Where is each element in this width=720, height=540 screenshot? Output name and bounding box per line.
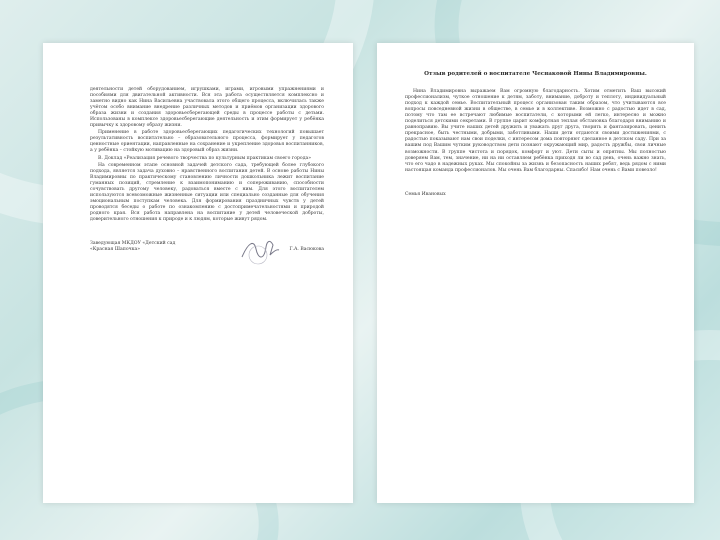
document-page-right [377,43,694,503]
org-line: Заведующая МКДОУ «Детский сад [90,241,176,247]
paragraph: Нина Владимировна выражаем Вам огромную благодарность. Хотим отметить Ваш высокий профессионализм, чуткое отношение к детям, заботу, внимание, доброту и теплоту, индивидуальный подход к каждой семье. Воспитательный процесс организован таким образом, что учитываются все вопросы повседневной жизни в обществе, в семье и в коллективе. Возможно с радостью идет в сад, потому что там ее встречают любимые воспитатели, с которыми ей легко, интересно и можно поделиться детскими секретами. В группе царит комфортная теплая обстановка благодаря вниманию и равноправию. Вы учите наших детей дружить и уважать друг друга, творить и фантазировать, ценить прекрасное, быть честными, добрыми, заботливыми. Наши дети отдаются своими достижениями, с радостью показывают нам свои поделки, с интересом дома повторяют сделанное в детском саду. При за вашим под Вашим чутким руководством дети познают окружающий мир, радость дружбы, свои личные возможности. В группе чистота и порядок, комфорт и уют. Дети сыты и опрятны. Мы полностью доверяем Вам, тем, значение, ни на ни оставляем ребёнка приходя ли во сад день, очень важно знать, что его чадо в надежных руках. Мы спокойны за жизнь и безопасность наших ребят, ведь рядом с ними настоящая команда профессионалов. Мы очень Вам благодарны. Спасибо! Нам очень с Вами повезло! [405,89,666,173]
paragraph: На современном этапе основной задачей детского сада, требующей более глубокого подхода, является задача духовно – нравственного воспитания детей. В основе работы Нины Владимировны по практическому становлению личности дошкольника лежит воспитание гуманных позиций, стремление к взаимопониманию и сопереживанию, способности сочувствовать другому человеку, радоваться вместе с ним. Для этого воспитателем используются всевозможные жизненные ситуации или специально созданные для обучения эмоциональным поступкам человека. Для формирования праздничных чувств у детей проводятся беседы о работе по ознакомлению с достопримечательностями и природой родного края. Вся работа направлена на воспитание у детей человеческой доброты, доверительного отношения к природе и к людям, которые живут рядом. [90,162,324,222]
document-page-left [43,43,353,503]
handwritten-signature-icon [240,235,280,265]
paragraph: Применение в работе здоровьесберегающих педагогических технологий повышает результативность воспитательно – образовательного процесса, формирует у педагогов ценностные ориентации, направленные на сохранение и укрепление здоровья воспитанников, а у ребёнка – стойкую мотивацию на здоровый образ жизни. [90,130,324,154]
signature-block [90,241,324,275]
signature-name: Г.А. Васюкова [289,247,324,253]
signature-organization [90,241,210,253]
paragraph-heading: В. Доклад «Реализация речевого творчества по культурным практикам своего города» [98,155,312,161]
org-line: «Красная Шапочка» [90,247,141,253]
closing-signature: Семья Ивановых [405,191,446,197]
page-title: Отзыв родителей о воспитателе Чеснаковой Нины Владимировны. [424,71,647,77]
paragraph: деятельности детей оборудованием, игрушками, играми, игровыми упражнениями и пособиями для двигательной активности. Вся эта работа осуществляется комплексно и заметно видно как Нина Васильевна участвовала этого общего процесса, включилась также учётом особо внимание внедрение различных методов и приёмов организации здорового образа жизни и создания здоровьесберегающей среды в процессе работы с детьми. Использованы в комплексе здоровьесберегающие деятельность и этим формирует у ребёнка привычку к здоровому образу жизни. [90,87,324,129]
